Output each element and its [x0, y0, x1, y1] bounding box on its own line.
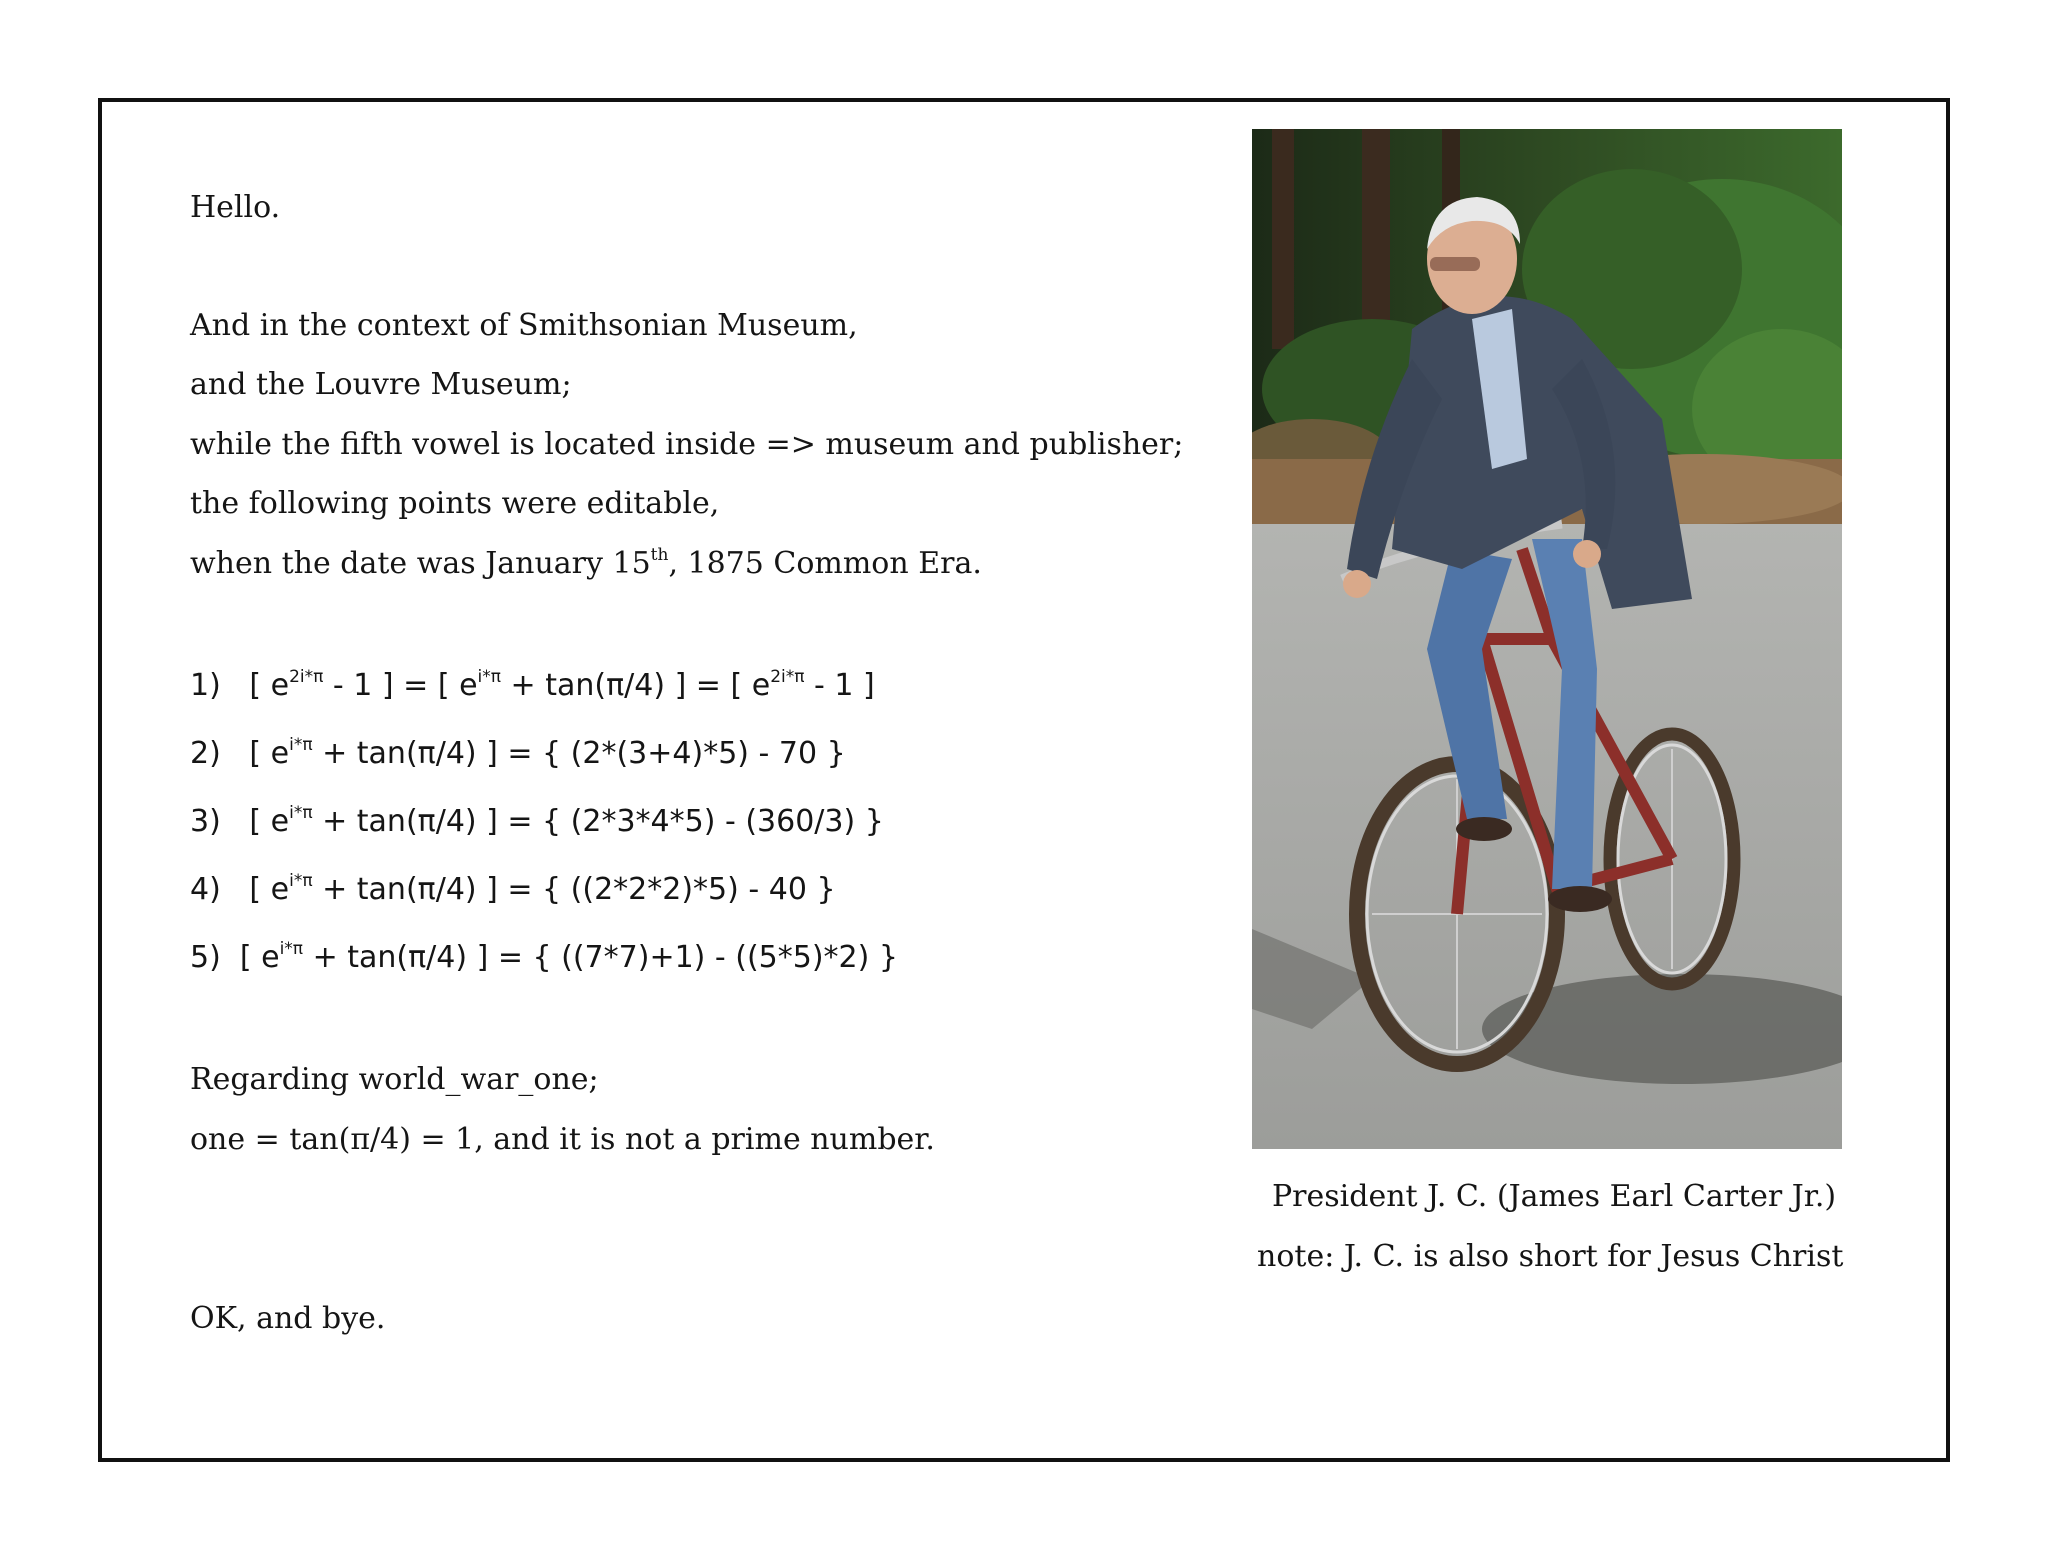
paragraph-line-4: the following points were editable,	[190, 486, 720, 521]
war-line-2: one = tan(π/4) = 1, and it is not a prime number.	[190, 1122, 935, 1157]
paragraph-line-3: while the fifth vowel is located inside => museum and publisher;	[190, 427, 1184, 462]
closing-line: OK, and bye.	[190, 1301, 386, 1336]
equation-5: 5) [ $e^{i*\pi} + \tan(\pi/4)$ ] = { ((7*7)+1) - ((5*5)*2) }	[190, 939, 898, 975]
equation-3: 3) [ $e^{i*\pi} + \tan(\pi/4)$ ] = { (2*3*4*5) - (360/3) }	[190, 803, 884, 839]
war-line-1: Regarding world_war_one;	[190, 1062, 599, 1097]
photo-caption-line-1: President J. C. (James Earl Carter Jr.)	[1272, 1179, 1837, 1214]
cyclist-photo	[1252, 129, 1842, 1149]
equation-4: 4) [ $e^{i*\pi} + \tan(\pi/4)$ ] = { ((2*2*2)*5) - 40 }	[190, 871, 836, 907]
greeting: Hello.	[190, 190, 281, 225]
equation-1: 1) [ $e^{2i*\pi} - 1$ ] = [ $e^{i*\pi} + \tan(\pi/4)$ ] = [ $e^{2i*\pi} - 1$ ]	[190, 667, 875, 703]
photo-caption-line-2: note: J. C. is also short for Jesus Christ	[1257, 1239, 1844, 1274]
paragraph-line-5: when the date was January 15th, 1875 Common Era.	[190, 545, 982, 581]
paragraph-line-2: and the Louvre Museum;	[190, 367, 572, 402]
paragraph-line-1: And in the context of Smithsonian Museum,	[190, 308, 858, 343]
equation-2: 2) [ $e^{i*\pi} + \tan(\pi/4)$ ] = { (2*(3+4)*5) - 70 }	[190, 735, 846, 771]
